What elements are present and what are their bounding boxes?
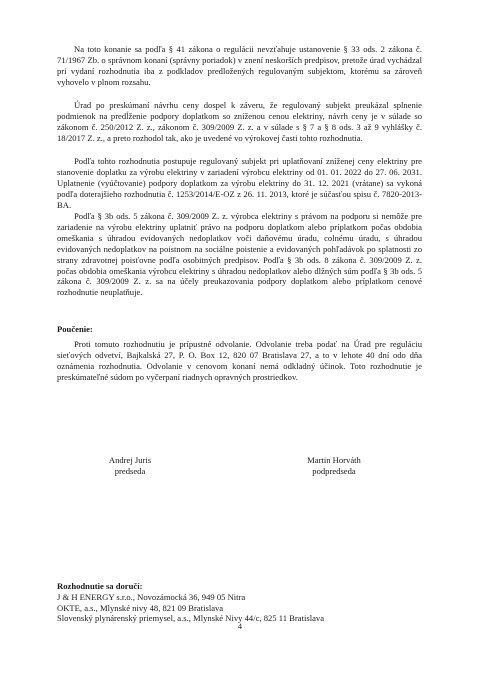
delivery-list [57,581,324,624]
delivery-recipient: OKTE, a.s., Mlynské nivy 48, 821 09 Bratislava [57,602,224,613]
paragraph-assessment: Úrad po preskúmaní návrhu ceny dospel k záveru, že regulovaný subjekt preukázal splnenie podmienok na predĺženie podpory doplatkom so zníženou cenou elektriny, návrh ceny je v súlade so zákonom č. 250/2012 Z. z., zákonom č. 309/2009 Z. z. a v súlade s § 7 a § 8 ods. 3 až 9 vyhlášky č. 18/2017 Z. z., a preto rozhodol tak, ako je uvedené vo výrokovej časti tohto rozhodnutia. [57,100,422,143]
delivery-heading: Rozhodnutie sa doručí: [57,581,143,591]
page-number: 4 [238,622,242,631]
signature-role: predseda [114,466,146,476]
paragraph-support-conditions: Podľa § 3b ods. 5 zákona č. 309/2009 Z. z. výrobca elektriny s právom na podporu si nemôže pre zariadenie na výrobu elektriny uplatniť právo na podporu doplatkom alebo príplatkom počas obdobia omeškania s úhradou evidovaných nedoplatkov voči daňovému úradu, colnému úradu, s úhradou evidovaných nedoplatkov na poistnom na sociálne poistenie a evidovaných pohľadávok po splatnosti zo strany zdravotnej poisťovne podľa osobitných predpisov. Podľa § 3b ods. 8 zákona č. 309/2009 Z. z. počas obdobia omeškania výrobcu elektriny s úhradou nedoplatkov alebo dlžných súm podľa § 3b ods. 5 zákona č. 309/2009 Z. z. sa na účely preukazovania podpory doplatkom alebo príplatkom cenové rozhodnutie neuplatňuje. [57,211,422,298]
poucenie-heading: Poučenie: [57,324,93,334]
paragraph-application-period: Podľa tohto rozhodnutia postupuje regulovaný subjekt pri uplatňovaní zníženej ceny elektriny pre stanovenie doplatku za výrobu elektriny v zariadení výrobcu elektriny od 01. 01. 2022 do 27. 06. 2031. Uplatnenie (vyúčtovanie) podpory doplatkom za výrobu elektriny do 31. 12. 2021 (vrátane) sa vykoná podľa doterajšieho rozhodnutia č. 1253/2014/E-OZ z 26. 11. 2013, ktoré je súčasťou spisu č. 7820-2013-BA. [57,156,422,210]
poucenie-text: Proti tomuto rozhodnutiu je prípustné odvolanie. Odvolanie treba podať na Úrad pre reguláciu sieťových odvetví, Bajkalská 27, P. O. Box 12, 820 07 Bratislava 27, a to v lehote 40 dní odo dňa oznámenia rozhodnutia. Odvolanie v cenovom konaní nemá odkladný účinok. Toto rozhodnutie je preskúmateľné súdom po vyčerpaní riadnych opravných prostriedkov. [57,339,422,382]
signature-role: podpredseda [312,466,356,476]
signature-name: Andrej Juris [108,455,152,465]
paragraph-applicability: Na toto konanie sa podľa § 41 zákona o regulácii nevzťahuje ustanovenie § 33 ods. 2 zákona č. 71/1967 Zb. o správnom konaní (správny poriadok) v znení neskorších predpisov, pretože úrad vychádzal pri vydaní rozhodnutia iba z podkladov predložených regulovaným subjektom, ktorému sa zároveň vyhovelo v plnom rozsahu. [57,44,422,87]
signature-name: Martin Horváth [307,455,361,465]
delivery-recipient: J & H ENERGY s.r.o., Novozámocká 36, 949 05 Nitra [57,591,246,602]
delivery-recipient: Slovenský plynárenský priemysel, a.s., Mlynské Nivy 44/c, 825 11 Bratislava [57,613,325,624]
signature-vice-chairman [274,455,394,477]
signature-chairman [70,455,190,477]
